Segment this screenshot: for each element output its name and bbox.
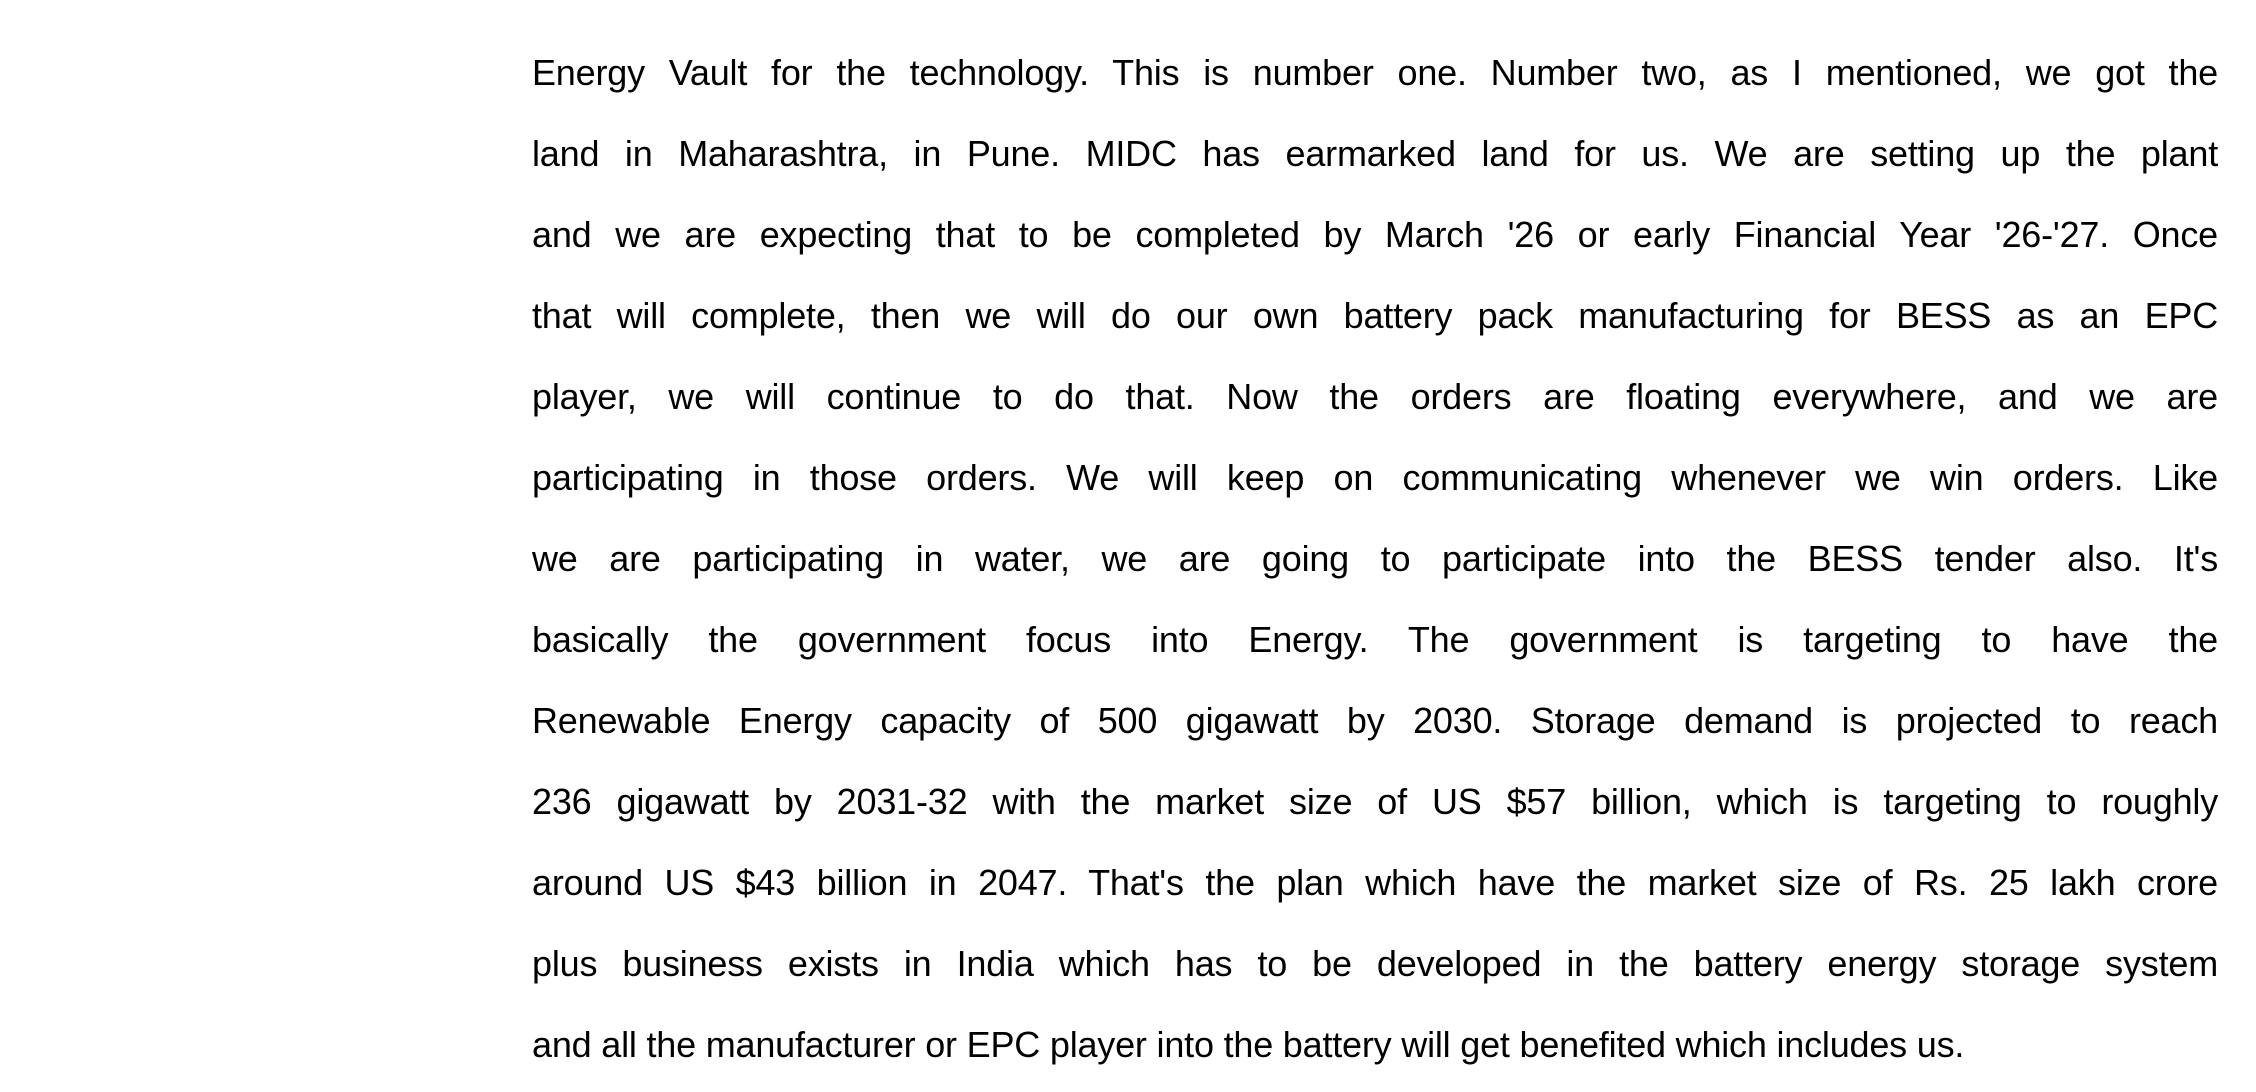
- paragraph-line: 236 gigawatt by 2031-32 with the market size of US $57 billion, which is targeting to roughly: [532, 781, 2218, 822]
- paragraph-line: participating in those orders. We will keep on communicating whenever we win orders. Like: [532, 457, 2218, 498]
- paragraph-line: around US $43 billion in 2047. That's the plan which have the market size of Rs. 25 lakh crore: [532, 862, 2218, 903]
- paragraph-line: Renewable Energy capacity of 500 gigawatt by 2030. Storage demand is projected to reach: [532, 700, 2218, 741]
- paragraph-line: we are participating in water, we are going to participate into the BESS tender also. It's: [532, 538, 2218, 579]
- paragraph-line: Energy Vault for the technology. This is number one. Number two, as I mentioned, we got the: [532, 52, 2218, 93]
- paragraph-line: plus business exists in India which has to be developed in the battery energy storage system: [532, 943, 2218, 984]
- paragraph-line: that will complete, then we will do our own battery pack manufacturing for BESS as an EPC: [532, 295, 2218, 336]
- transcript-paragraph: [532, 39, 2218, 1092]
- paragraph-line: land in Maharashtra, in Pune. MIDC has earmarked land for us. We are setting up the plant: [532, 133, 2218, 174]
- paragraph-line: player, we will continue to do that. Now the orders are floating everywhere, and we are: [532, 376, 2218, 417]
- paragraph-line: basically the government focus into Energy. The government is targeting to have the: [532, 619, 2218, 660]
- paragraph-line: and all the manufacturer or EPC player into the battery will get benefited which includes us.: [532, 1024, 1965, 1065]
- paragraph-line: and we are expecting that to be completed by March '26 or early Financial Year '26-'27. Once: [532, 214, 2218, 255]
